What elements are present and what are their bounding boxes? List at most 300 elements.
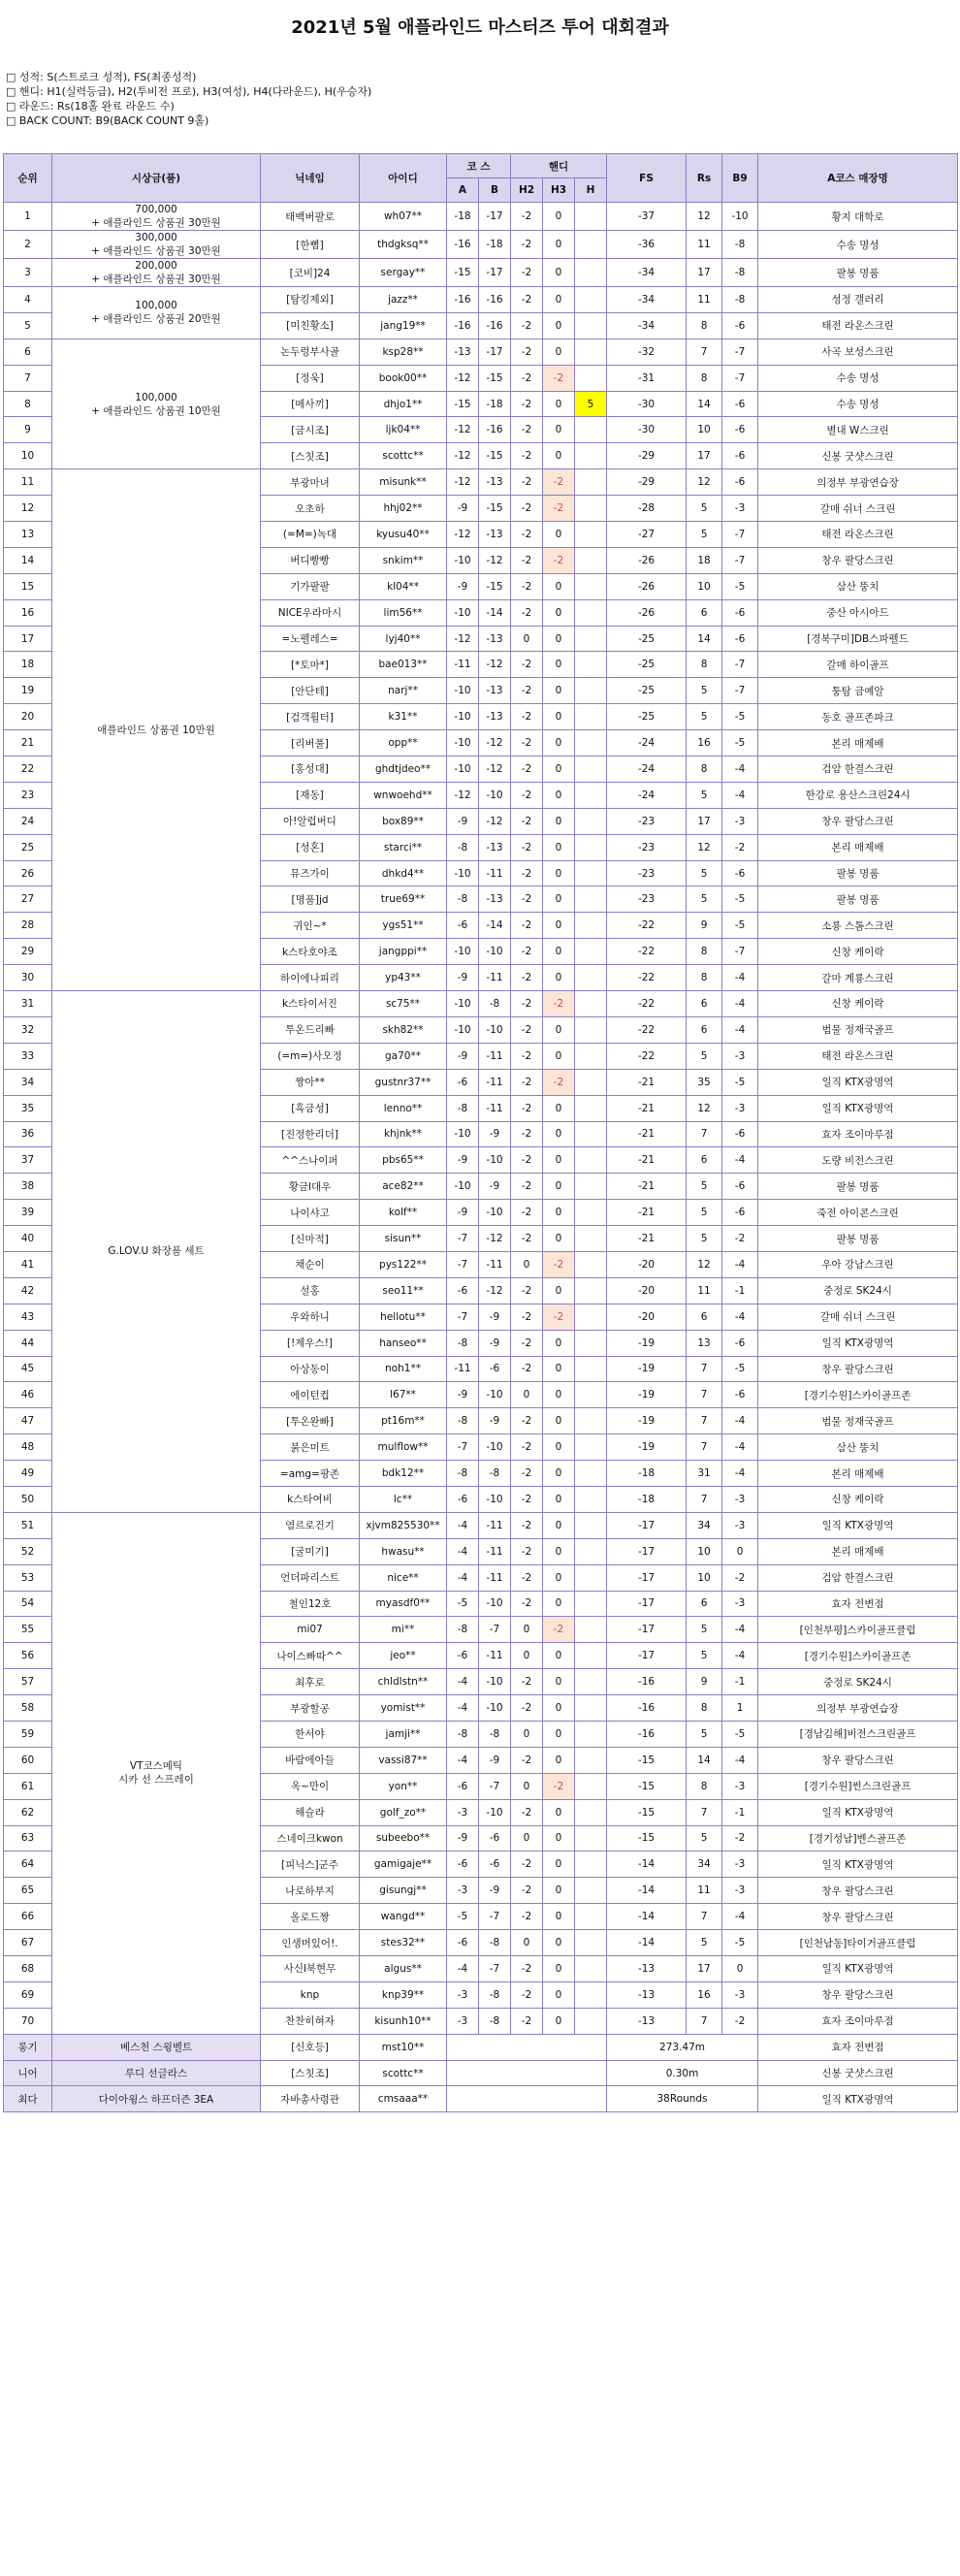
store-cell: 퉁탐 금예알 (758, 678, 958, 704)
rank-cell: 49 (4, 1461, 52, 1487)
h3-cell: 0 (543, 808, 575, 834)
nickname-cell: =amg=팡존 (261, 1461, 360, 1487)
id-cell: ga70** (360, 1043, 447, 1069)
b9-cell: -6 (722, 417, 758, 443)
store-cell: 소룡 스톰스크린 (758, 913, 958, 939)
b9-cell: -3 (722, 1981, 758, 2008)
course-a-cell: -9 (447, 573, 479, 599)
course-a-cell: -15 (447, 259, 479, 287)
fs-cell: -19 (607, 1382, 687, 1408)
id-cell: xjvm825530** (360, 1512, 447, 1538)
h2-cell: -2 (511, 652, 543, 678)
h3-cell: 0 (543, 338, 575, 365)
course-b-cell: -11 (479, 1512, 511, 1538)
rank-cell: 19 (4, 678, 52, 704)
header-a: A (447, 178, 479, 203)
h2-cell: -2 (511, 231, 543, 259)
nickname-cell: 옥~만이 (261, 1773, 360, 1799)
h2-cell: -2 (511, 573, 543, 599)
store-cell: 팔봉 명품 (758, 259, 958, 287)
rs-cell: 7 (687, 1486, 722, 1512)
b9-cell: -4 (722, 1251, 758, 1277)
course-b-cell: -17 (479, 203, 511, 231)
h2-cell: -2 (511, 1174, 543, 1200)
store-cell: 별내 W스크린 (758, 417, 958, 443)
store-cell: 갈매 쉬너 스크린 (758, 496, 958, 522)
rank-cell: 69 (4, 1981, 52, 2008)
special-award-row (4, 2086, 958, 2112)
nickname-cell: 해슬라 (261, 1799, 360, 1825)
rank-cell: 20 (4, 704, 52, 730)
store-cell: [경기수원]썬스크린골프 (758, 1773, 958, 1799)
header-h3: H3 (543, 178, 575, 203)
id-cell: box89** (360, 808, 447, 834)
rank-cell: 65 (4, 1878, 52, 1904)
empty-cell (447, 2086, 607, 2112)
nickname-cell: 사신l북현무 (261, 1956, 360, 1982)
course-a-cell: -9 (447, 1200, 479, 1226)
course-a-cell: -6 (447, 1852, 479, 1878)
h3-cell: 0 (543, 1356, 575, 1382)
id-cell: ksp28** (360, 338, 447, 365)
rs-cell: 12 (687, 1095, 722, 1121)
rank-cell: 32 (4, 1016, 52, 1043)
h-cell (575, 203, 607, 231)
nickname-cell: [홍성대] (261, 757, 360, 783)
h2-cell: -2 (511, 365, 543, 391)
fs-cell: -23 (607, 808, 687, 834)
fs-cell: -22 (607, 1016, 687, 1043)
nickname-cell: [탐킹제외] (261, 287, 360, 313)
nickname-cell: [메사끼] (261, 391, 360, 417)
id-cell: mulflow** (360, 1434, 447, 1461)
store-cell: 팔봉 명품 (758, 860, 958, 886)
fs-cell: -21 (607, 1095, 687, 1121)
course-b-cell: -14 (479, 599, 511, 626)
h-cell (575, 1095, 607, 1121)
fs-cell: -17 (607, 1643, 687, 1669)
nickname-cell: 붉은미트 (261, 1434, 360, 1461)
h2-cell: -2 (511, 1747, 543, 1773)
course-b-cell: -12 (479, 1226, 511, 1252)
store-cell: 태전 라온스크린 (758, 522, 958, 548)
store-cell: 효자 전변점 (758, 1591, 958, 1617)
rank-cell: 25 (4, 834, 52, 860)
course-a-cell: -5 (447, 1904, 479, 1930)
h2-cell: -2 (511, 808, 543, 834)
store-cell: 신창 케이락 (758, 1486, 958, 1512)
h3-cell: 0 (543, 965, 575, 991)
h2-cell: -2 (511, 1564, 543, 1591)
rank-cell: 44 (4, 1330, 52, 1356)
id-cell: kl04** (360, 573, 447, 599)
course-a-cell: -8 (447, 1408, 479, 1434)
b9-cell: -2 (722, 1825, 758, 1852)
rs-cell: 10 (687, 1538, 722, 1564)
rank-cell: 16 (4, 599, 52, 626)
store-cell: 삼산 뚱치 (758, 573, 958, 599)
rank-cell: 57 (4, 1669, 52, 1695)
course-a-cell: -3 (447, 1981, 479, 2008)
h3-cell: 0 (543, 1878, 575, 1904)
h-cell (575, 338, 607, 365)
rs-cell: 16 (687, 1981, 722, 2008)
store-cell: 갈마 계룡스크린 (758, 965, 958, 991)
store-cell: 태전 라온스크린 (758, 1043, 958, 1069)
nickname-cell: [스칫조] (261, 2060, 360, 2086)
nickname-cell: 짱아** (261, 1069, 360, 1095)
h3-cell: 0 (543, 834, 575, 860)
nickname-cell: 아!알럽버디 (261, 808, 360, 834)
b9-cell: -5 (722, 704, 758, 730)
rs-cell: 5 (687, 496, 722, 522)
course-b-cell: -17 (479, 338, 511, 365)
id-cell: bae013** (360, 652, 447, 678)
store-cell: [인천남동]타이거골프클럽 (758, 1930, 958, 1956)
id-cell: kisunh10** (360, 2008, 447, 2034)
rs-cell: 16 (687, 730, 722, 757)
rs-cell: 5 (687, 860, 722, 886)
b9-cell: -4 (722, 965, 758, 991)
h-cell (575, 1434, 607, 1461)
header-rank: 순위 (4, 154, 52, 203)
h3-cell: 0 (543, 1121, 575, 1147)
id-cell: dhkd4** (360, 860, 447, 886)
store-cell: 일직 KTX광명역 (758, 1799, 958, 1825)
rs-cell: 6 (687, 1016, 722, 1043)
nickname-cell: 하이에나피리 (261, 965, 360, 991)
fs-cell: -26 (607, 547, 687, 573)
course-a-cell: -10 (447, 599, 479, 626)
course-b-cell: -6 (479, 1825, 511, 1852)
h3-cell: 0 (543, 2008, 575, 2034)
nickname-cell: 최후로 (261, 1669, 360, 1695)
h-cell (575, 547, 607, 573)
id-cell: mi** (360, 1617, 447, 1643)
h-cell (575, 231, 607, 259)
rs-cell: 8 (687, 757, 722, 783)
b9-cell: -6 (722, 860, 758, 886)
course-b-cell: -10 (479, 1591, 511, 1617)
b9-cell: -6 (722, 443, 758, 469)
store-cell: 창우 팔당스크린 (758, 1878, 958, 1904)
b9-cell: -3 (722, 1852, 758, 1878)
prize-cell: 300,000 + 애플라인드 상품권 30만원 (52, 231, 261, 259)
course-a-cell: -8 (447, 886, 479, 913)
nickname-cell: 부광할공 (261, 1695, 360, 1722)
h-cell (575, 1330, 607, 1356)
nickname-cell: 황금l대우 (261, 1174, 360, 1200)
b9-cell: -7 (722, 522, 758, 548)
nickname-cell: [흑금성] (261, 1095, 360, 1121)
nickname-cell: 언더파리스트 (261, 1564, 360, 1591)
id-cell: book00** (360, 365, 447, 391)
store-cell: 갈매 쉬너 스크린 (758, 1304, 958, 1330)
id-cell: sergay** (360, 259, 447, 287)
id-cell: ghdtjdeo** (360, 757, 447, 783)
course-b-cell: -7 (479, 1773, 511, 1799)
course-b-cell: -9 (479, 1121, 511, 1147)
h2-cell: -2 (511, 1591, 543, 1617)
rank-cell: 48 (4, 1434, 52, 1461)
h-cell (575, 312, 607, 338)
h2-cell: -2 (511, 1277, 543, 1304)
rs-cell: 7 (687, 1904, 722, 1930)
h-cell (575, 1382, 607, 1408)
h2-cell: -2 (511, 965, 543, 991)
course-a-cell: -9 (447, 1147, 479, 1174)
award-type-cell: 니어 (4, 2060, 52, 2086)
course-a-cell: -6 (447, 913, 479, 939)
b9-cell: -5 (722, 1356, 758, 1382)
fs-cell: -22 (607, 939, 687, 965)
course-b-cell: -10 (479, 782, 511, 808)
id-cell: gamigaje** (360, 1852, 447, 1878)
rs-cell: 17 (687, 808, 722, 834)
store-cell: 삼산 뚱치 (758, 1434, 958, 1461)
h2-cell: -2 (511, 834, 543, 860)
course-b-cell: -12 (479, 808, 511, 834)
course-b-cell: -11 (479, 1564, 511, 1591)
rs-cell: 17 (687, 1956, 722, 1982)
h3-cell: 0 (543, 417, 575, 443)
prize-cell: 700,000 + 애플라인드 상품권 30만원 (52, 203, 261, 231)
h2-cell: -2 (511, 1461, 543, 1487)
b9-cell: -4 (722, 1016, 758, 1043)
course-b-cell: -10 (479, 1434, 511, 1461)
h3-cell: 0 (543, 599, 575, 626)
header-b: B (479, 178, 511, 203)
rank-cell: 41 (4, 1251, 52, 1277)
store-cell: 신봉 굿샷스크린 (758, 443, 958, 469)
h-cell (575, 1617, 607, 1643)
course-a-cell: -10 (447, 991, 479, 1017)
h2-cell: -2 (511, 939, 543, 965)
id-cell: khjnk** (360, 1121, 447, 1147)
rs-cell: 13 (687, 1330, 722, 1356)
rs-cell: 7 (687, 1799, 722, 1825)
fs-cell: -28 (607, 496, 687, 522)
course-b-cell: -6 (479, 1356, 511, 1382)
id-cell: wh07** (360, 203, 447, 231)
h3-cell: 0 (543, 522, 575, 548)
h3-cell: 0 (543, 939, 575, 965)
h3-cell: -2 (543, 1617, 575, 1643)
nickname-cell: 채순이 (261, 1251, 360, 1277)
fs-cell: -23 (607, 860, 687, 886)
h2-cell: -2 (511, 443, 543, 469)
id-cell: jamji** (360, 1721, 447, 1747)
rank-cell: 61 (4, 1773, 52, 1799)
store-cell: 창우 팔당스크린 (758, 547, 958, 573)
award-prize-cell: 다이아윙스 하프더즌 3EA (52, 2086, 261, 2112)
course-b-cell: -15 (479, 496, 511, 522)
id-cell: yon** (360, 1773, 447, 1799)
rs-cell: 12 (687, 1251, 722, 1277)
b9-cell: -5 (722, 1930, 758, 1956)
header-h2: H2 (511, 178, 543, 203)
h2-cell: -2 (511, 496, 543, 522)
rs-cell: 9 (687, 1669, 722, 1695)
fs-cell: -29 (607, 443, 687, 469)
course-a-cell: -7 (447, 1434, 479, 1461)
b9-cell: -3 (722, 1878, 758, 1904)
nickname-cell: [안단테] (261, 678, 360, 704)
fs-cell: -25 (607, 704, 687, 730)
course-a-cell: -18 (447, 203, 479, 231)
store-cell: 창우 팔당스크린 (758, 1981, 958, 2008)
b9-cell: -5 (722, 886, 758, 913)
h-cell (575, 1356, 607, 1382)
rs-cell: 34 (687, 1852, 722, 1878)
h2-cell: -2 (511, 312, 543, 338)
id-cell: l67** (360, 1382, 447, 1408)
b9-cell: -4 (722, 1643, 758, 1669)
fs-cell: -30 (607, 391, 687, 417)
prize-cell: G.LOV.U 화장품 세트 (52, 991, 261, 1513)
course-a-cell: -12 (447, 443, 479, 469)
nickname-cell: 귀인~* (261, 913, 360, 939)
course-a-cell: -13 (447, 338, 479, 365)
h-cell (575, 259, 607, 287)
store-cell: [경북구미]DB스파펠드 (758, 626, 958, 652)
rs-cell: 5 (687, 704, 722, 730)
h3-cell: 0 (543, 860, 575, 886)
nickname-cell: 우와하니 (261, 1304, 360, 1330)
h2-cell: -2 (511, 522, 543, 548)
store-cell: 팔봉 명품 (758, 886, 958, 913)
rs-cell: 5 (687, 1721, 722, 1747)
id-cell: lc** (360, 1486, 447, 1512)
h3-cell: 0 (543, 1016, 575, 1043)
b9-cell: -2 (722, 834, 758, 860)
fs-cell: -21 (607, 1069, 687, 1095)
h-cell (575, 1304, 607, 1330)
rs-cell: 8 (687, 365, 722, 391)
h3-cell: 0 (543, 1825, 575, 1852)
store-cell: 검암 한결스크린 (758, 757, 958, 783)
h-cell (575, 1277, 607, 1304)
rank-cell: 2 (4, 231, 52, 259)
h3-cell: 0 (543, 704, 575, 730)
course-a-cell: -4 (447, 1956, 479, 1982)
id-cell: pys122** (360, 1251, 447, 1277)
course-a-cell: -16 (447, 312, 479, 338)
h-cell (575, 757, 607, 783)
id-cell: subeebo** (360, 1825, 447, 1852)
id-cell: stes32** (360, 1930, 447, 1956)
b9-cell: 1 (722, 1695, 758, 1722)
rank-cell: 40 (4, 1226, 52, 1252)
h3-cell: 0 (543, 1695, 575, 1722)
results-body (4, 203, 958, 2112)
h-cell (575, 1643, 607, 1669)
course-a-cell: -7 (447, 1251, 479, 1277)
nickname-cell: 버디빵빵 (261, 547, 360, 573)
b9-cell: -3 (722, 808, 758, 834)
h2-cell: 0 (511, 1382, 543, 1408)
course-b-cell: -16 (479, 312, 511, 338)
store-cell: 신창 케이락 (758, 939, 958, 965)
h3-cell: 0 (543, 312, 575, 338)
rs-cell: 5 (687, 1200, 722, 1226)
b9-cell: 0 (722, 1956, 758, 1982)
id-cell: seo11** (360, 1277, 447, 1304)
store-cell: [경기수원]스카이골프존 (758, 1643, 958, 1669)
b9-cell: -4 (722, 782, 758, 808)
id-cell: bdk12** (360, 1461, 447, 1487)
h-cell (575, 886, 607, 913)
rank-cell: 52 (4, 1538, 52, 1564)
course-b-cell: -12 (479, 757, 511, 783)
id-cell: yp43** (360, 965, 447, 991)
h2-cell: -2 (511, 1486, 543, 1512)
header-handicap: 핸디 (511, 154, 607, 178)
h2-cell: 0 (511, 1773, 543, 1799)
h3-cell: -2 (543, 496, 575, 522)
fs-cell: -15 (607, 1825, 687, 1852)
h2-cell: 0 (511, 1825, 543, 1852)
course-a-cell: -10 (447, 1121, 479, 1147)
course-a-cell: -6 (447, 1773, 479, 1799)
course-a-cell: -8 (447, 1721, 479, 1747)
course-a-cell: -6 (447, 1277, 479, 1304)
h3-cell: 0 (543, 1930, 575, 1956)
fs-cell: -20 (607, 1277, 687, 1304)
h-cell (575, 1591, 607, 1617)
h3-cell: 0 (543, 1538, 575, 1564)
h2-cell: -2 (511, 259, 543, 287)
id-cell: jangppi** (360, 939, 447, 965)
h2-cell: -2 (511, 287, 543, 313)
course-b-cell: -18 (479, 391, 511, 417)
fs-cell: -25 (607, 626, 687, 652)
store-cell: 신봉 굿샷스크린 (758, 2060, 958, 2086)
nickname-cell: 투온드리빠 (261, 1016, 360, 1043)
rank-cell: 67 (4, 1930, 52, 1956)
fs-cell: -34 (607, 312, 687, 338)
course-a-cell: -10 (447, 1174, 479, 1200)
store-cell: 수송 명성 (758, 365, 958, 391)
h2-cell: -2 (511, 1799, 543, 1825)
rank-cell: 43 (4, 1304, 52, 1330)
b9-cell: -3 (722, 1591, 758, 1617)
course-b-cell: -11 (479, 1043, 511, 1069)
id-cell: narj** (360, 678, 447, 704)
course-a-cell: -12 (447, 626, 479, 652)
b9-cell: -6 (722, 391, 758, 417)
course-b-cell: -13 (479, 704, 511, 730)
fs-cell: -23 (607, 834, 687, 860)
store-cell: [경기수원]스카이골프존 (758, 1382, 958, 1408)
nickname-cell: [명품]jd (261, 886, 360, 913)
course-b-cell: -10 (479, 1200, 511, 1226)
b9-cell: -10 (722, 203, 758, 231)
rank-cell: 11 (4, 469, 52, 496)
id-cell: skh82** (360, 1016, 447, 1043)
empty-cell (447, 2034, 607, 2060)
nickname-cell: 자바총사령관 (261, 2086, 360, 2112)
h3-cell: 0 (543, 1904, 575, 1930)
h-cell (575, 1721, 607, 1747)
id-cell: lyj40** (360, 626, 447, 652)
h-cell (575, 1669, 607, 1695)
fs-cell: -15 (607, 1747, 687, 1773)
course-a-cell: -8 (447, 1330, 479, 1356)
h-cell (575, 599, 607, 626)
h2-cell: -2 (511, 704, 543, 730)
store-cell: 창우 팔당스크린 (758, 1904, 958, 1930)
